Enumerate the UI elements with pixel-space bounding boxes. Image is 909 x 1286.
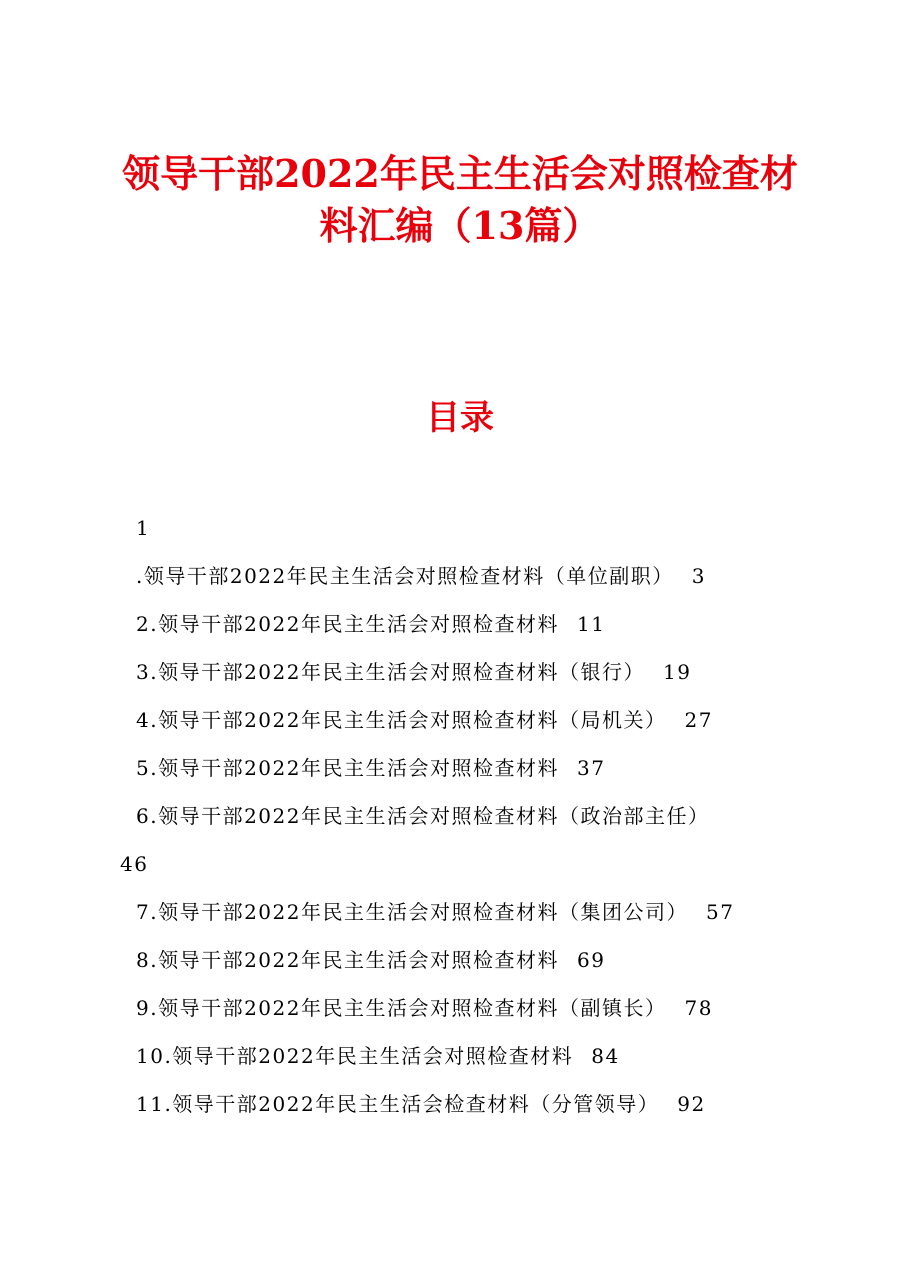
toc-entry-page: 84	[591, 1044, 620, 1068]
toc-entry-page: 92	[677, 1092, 706, 1116]
toc-entry-text: 1	[136, 516, 151, 540]
toc-heading: 目录	[426, 398, 494, 438]
toc-entry[interactable]	[120, 558, 820, 606]
toc-entry-page: 78	[684, 996, 713, 1020]
toc-entry[interactable]	[120, 654, 820, 702]
toc-entry-text: 4.领导干部2022年民主生活会对照检查材料（局机关）	[136, 708, 667, 732]
document-title: 领导干部2022年民主生活会对照检查材料汇编（13篇）	[122, 151, 798, 248]
toc-entry-page: 3	[691, 564, 706, 588]
toc-entry-text: .领导干部2022年民主生活会对照检查材料（单位副职）	[136, 564, 674, 588]
toc-entry-text: 5.领导干部2022年民主生活会对照检查材料	[136, 756, 559, 780]
toc-entry[interactable]	[120, 1086, 820, 1134]
toc-entry-text: 10.领导干部2022年民主生活会对照检查材料	[136, 1044, 574, 1068]
toc-entry-page: 11	[576, 612, 606, 636]
toc-entry[interactable]	[120, 894, 820, 942]
toc-entry[interactable]	[120, 1038, 820, 1086]
toc-entry-page: 19	[662, 660, 692, 684]
toc-entry-text: 3.领导干部2022年民主生活会对照检查材料（银行）	[136, 660, 645, 684]
toc-entry-wrapped-page[interactable]	[120, 846, 820, 894]
toc-entry-page: 57	[705, 900, 735, 924]
toc-entry[interactable]	[120, 750, 820, 798]
toc-entry[interactable]	[120, 510, 820, 558]
toc-entry-page: 37	[576, 756, 606, 780]
toc-entry-text: 9.领导干部2022年民主生活会对照检查材料（副镇长）	[136, 996, 667, 1020]
toc-entry-text: 7.领导干部2022年民主生活会对照检查材料（集团公司）	[136, 900, 688, 924]
toc-entry-text: 11.领导干部2022年民主生活会检查材料（分管领导）	[136, 1092, 660, 1116]
table-of-contents	[120, 510, 820, 1134]
toc-entry-page: 69	[576, 948, 606, 972]
toc-entry-page: 27	[684, 708, 713, 732]
toc-entry[interactable]	[120, 990, 820, 1038]
toc-entry[interactable]	[120, 942, 820, 990]
toc-entry[interactable]	[120, 606, 820, 654]
toc-entry[interactable]	[120, 702, 820, 750]
toc-entry-text: 6.领导干部2022年民主生活会对照检查材料（政治部主任）	[136, 804, 710, 828]
toc-entry[interactable]	[120, 798, 820, 846]
toc-entry-text: 8.领导干部2022年民主生活会对照检查材料	[136, 948, 559, 972]
toc-entry-text: 46	[120, 852, 149, 876]
toc-entry-text: 2.领导干部2022年民主生活会对照检查材料	[136, 612, 559, 636]
